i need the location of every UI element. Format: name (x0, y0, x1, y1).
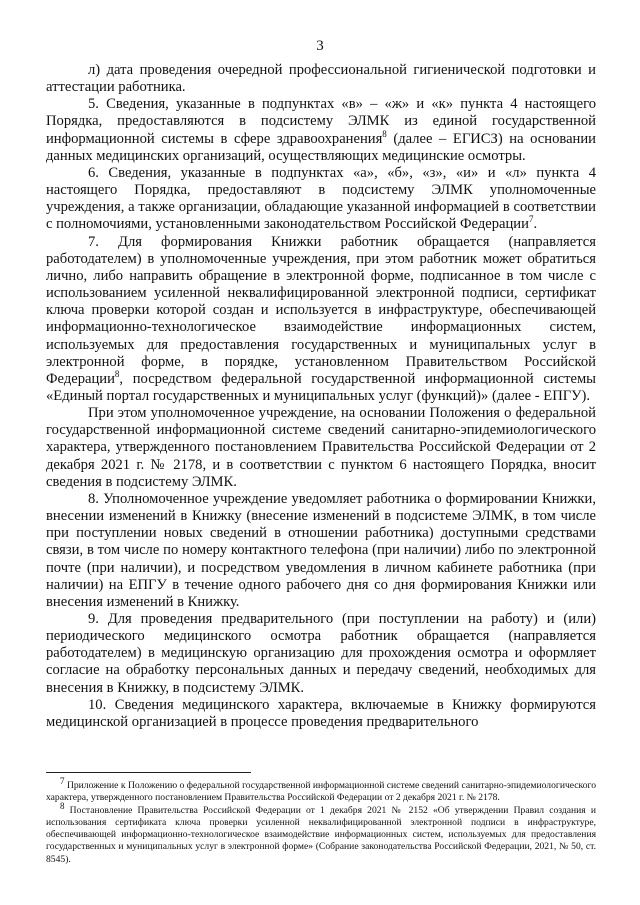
footnote-divider (46, 772, 251, 773)
footnote-ref: 7 (528, 214, 534, 225)
footnote-ref: 8 (382, 128, 387, 139)
page-number: 3 (316, 38, 324, 54)
footnotes (46, 775, 596, 866)
paragraph-9: 9. Для проведения предварительного (при поступлении на работу) и (или) периодического медицинского осмотра работник обращается (направляется работодателем) в медицинскую организацию для прохождения осмотра и оформляет согласие на обработку персональных данных и передачу сведений, необходимых для внесения в Книжку, в подсистему ЭЛМК. (46, 611, 596, 696)
footnote-7: $^7$ Приложение к Положению о федеральной государственной информационной системе сведений санитарно-эпидемиологического характера, утвержденного постановлением Правительства Российской Федерации от 2 декабря 2021 г. № 2178. (46, 775, 596, 804)
paragraph-10: 10. Сведения медицинского характера, включаемые в Книжку формируются медицинской организацией в процессе проведения предварительного (46, 696, 596, 730)
footnote-ref: 8 (114, 368, 120, 379)
paragraph-4l: л) дата проведения очередной профессиональной гигиенической подготовки и аттестации работника. (46, 62, 596, 96)
paragraph-8: 8. Уполномоченное учреждение уведомляет работника о формировании Книжки, внесении изменений в Книжку (внесение изменений в подсистеме ЭЛМК, в том числе при поступлении новых сведений в отношении работника) доступными средствами связи, в том числе по номеру контактного телефона (при наличии) либо по электронной почте (при наличии), и посредством уведомления в личном кабинете работника (при наличии) на ЕПГУ в течение одного рабочего дня со дня формирования Книжки или внесения изменений в Книжку. (46, 490, 596, 610)
paragraph-6: 6. Сведения, указанные в подпунктах «а», «б», «з», «и» и «л» пункта 4 настоящего Порядка, предоставляют в подсистему ЭЛМК уполномоченные учреждения, а также организации, обладающие указанной информацией в соответствии с полномочиями, установленными законодательством Российской Федерации$^7$. (46, 164, 596, 233)
footnote-8: $^8$ Постановление Правительства Российской Федерации от 1 декабря 2021 № 2152 «Об утверждении Правил создания и использования сертификата ключа проверки усиленной неквалифицированной электронной подписи в инфраструктуре, обеспечивающей информационно-технологическое взаимодействие информационных систем, используемых для предоставления государственных и муниципальных услуг в электронной форме» (Собрание законодательства Российской Федерации, 2021, № 50, ст. 8545). (46, 800, 596, 865)
paragraph-5: 5. Сведения, указанные в подпунктах «в» – «ж» и «к» пункта 4 настоящего Порядка, предоставляются в подсистему ЭЛМК из единой государственной информационной системы в сфере здравоохранения$^8$ (далее – ЕГИСЗ) на основании данных медицинских организаций, осуществляющих медицинские осмотры. (46, 96, 596, 164)
paragraph-7-continued: При этом уполномоченное учреждение, на основании Положения о федеральной государственной информационной системе сведений санитарно-эпидемиологического характера, утвержденного постановлением Правительства Российской Федерации от 2 декабря 2021 г. № 2178, и в соответствии с пунктом 6 настоящего Порядка, вносит сведения в подсистему ЭЛМК. (46, 405, 596, 490)
document-body (46, 62, 596, 731)
paragraph-7: 7. Для формирования Книжки работник обращается (направляется работодателем) в уполномоченные учреждения, при этом работник может обратиться лично, либо направить обращение в электронной форме, подписанное в том числе с использованием усиленной неквалифицированной электронной подписи, сертификат ключа проверки которой создан и используется в инфраструктуре, обеспечивающей информационно-технологическое взаимодействие информационных систем, используемых для предоставления государственных и муниципальных услуг в электронной форме, в порядке, установленном Правительством Российской Федерации$^8$, посредством федеральной государственной информационной системы «Единый портал государственных и муниципальных услуг (функций)» (далее - ЕПГУ). (46, 233, 596, 404)
